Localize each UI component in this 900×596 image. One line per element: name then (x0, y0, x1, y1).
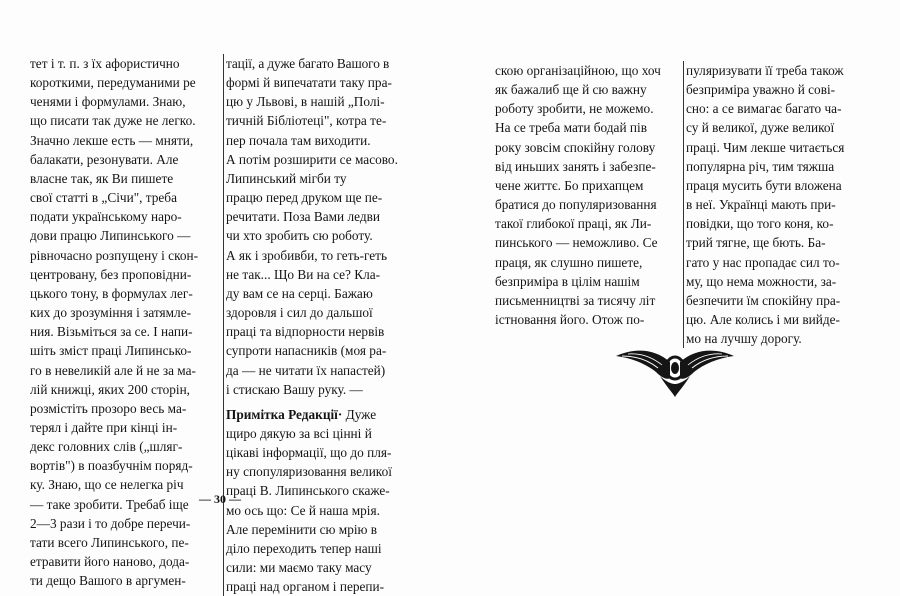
text-line: цікаві інформації, що до пля- (226, 445, 392, 461)
text-line: повідки, що того коня, ко- (686, 216, 834, 232)
text-line: чене життє. Бо прихапцем (495, 177, 644, 193)
text-line: ду вам се на серці. Бажаю (226, 285, 373, 301)
text-line: короткими, передуманими ре (30, 75, 196, 91)
text-line: го в невеликій але й не за ма- (30, 362, 196, 378)
text-line: лій книжці, яких 200 сторін, (30, 381, 191, 397)
text-line: щиро дякую за всі цінні й (226, 425, 372, 441)
text-line: су й великої, дуже великої (686, 120, 835, 136)
page-number: — 30 — (199, 492, 241, 506)
text-line: скою організаційною, що хоч (495, 63, 661, 78)
text-line: в неї. Українці мають при- (686, 197, 836, 213)
text-line: вортів") в поазбучнім поряд- (30, 458, 193, 474)
right-page-column-2 (683, 61, 868, 348)
text-line: праці В. Липинського скаже- (226, 483, 390, 499)
left-page-column-2 (223, 54, 420, 596)
text-line: терял і дайте при кінці ін- (30, 419, 178, 435)
text-line: А як і зробивби, то геть-геть (226, 247, 388, 263)
text-line: дови працю Липинського — (30, 228, 191, 244)
text-line: ченями і формулами. Знаю, (30, 94, 186, 110)
text-line: цю. Але колись і ми вийде- (686, 312, 840, 328)
right-page-column-1 (495, 61, 678, 329)
text-line: рівночасно розпущену і скон- (30, 247, 199, 263)
text-line: да — не читати їх напастей) (226, 362, 386, 378)
text-line: Але перемінити сю мрію в (226, 521, 378, 537)
text-line: етравити його наново, дода- (30, 554, 190, 570)
text-line: му, що нема можности, за- (686, 273, 837, 289)
text-line: праці над органом і перепи- (226, 579, 385, 595)
text-line: письменництві за тисячу літ (495, 292, 656, 308)
text-line: пинського — неможливо. Се (495, 235, 658, 251)
text-line: ти дещо Вашого в аргумен- (30, 573, 186, 589)
text-line: тичній Бібліотеці", котра те- (226, 113, 387, 129)
text-line: трий тягне, ще бють. Ба- (686, 235, 826, 251)
editorial-note-first-words: Дуже (342, 406, 377, 422)
text-line: власне так, як Ви пишете (30, 170, 174, 186)
text-line: тет і т. п. з їх афористично (30, 56, 180, 71)
text-line: праці та відпорности нервів (226, 324, 385, 340)
left-page-column-1 (30, 54, 218, 590)
text-line: року зовсім спокійну голову (495, 139, 656, 155)
text-line: як бажалиб ще й сю важну (495, 82, 647, 98)
text-line: центровану, без проповідни- (30, 266, 192, 282)
text-line: мо на лучшу дорогу. (686, 331, 802, 347)
text-line: сили: ми маємо таку масу (226, 560, 372, 576)
text-line: речитати. Поза Вами ледви (226, 209, 381, 225)
text-line: цю у Львові, в нашій „Полі- (226, 94, 385, 110)
text-line: діло переходить тепер наші (226, 540, 382, 556)
text-line: балакати, резонувати. Але (30, 151, 179, 167)
text-line: ку. Знаю, що се нелегка річ (30, 477, 184, 493)
text-line: праці. Чим лекше читається (686, 139, 845, 155)
winged-ring-vignette-icon (612, 338, 738, 398)
text-line: декс головних слів („шляг- (30, 439, 183, 455)
text-line: популярна річ, тим тяжша (686, 158, 835, 174)
text-line: розмістіть прозоро весь ма- (30, 400, 187, 416)
text-line: від иньших занять і забезпе- (495, 158, 656, 174)
text-line: що писати так дуже не легко. (30, 113, 196, 129)
text-line: шіть зміст праці Липинсько- (30, 343, 192, 359)
text-line: А потім розширити се масово. (226, 151, 398, 167)
right-page (450, 0, 900, 571)
editorial-note-heading: Примітка Редакції· (226, 406, 343, 422)
text-line: подати українському наро- (30, 209, 182, 225)
text-line: такої глибокої праці, як Ли- (495, 216, 652, 232)
text-line: Значно лекше есть — мняти, (30, 132, 194, 148)
editorial-note-heading-line (226, 405, 420, 424)
text-line: На се треба мати бодай пів (495, 120, 647, 136)
text-line: братися до популяризовання (495, 197, 657, 213)
text-line: гато у нас пропадає сил то- (686, 254, 840, 270)
text-line: здоровля і сил до дальшої (226, 305, 373, 321)
text-line: безприміра в цілім нашім (495, 273, 640, 289)
text-line: ния. Візьміться за се. І напи- (30, 324, 193, 340)
text-line: ну спопуляризовання великої (226, 464, 392, 480)
text-line: 2—3 рази і то добре перечи- (30, 515, 191, 531)
text-line: ких до зрозуміння і затямле- (30, 305, 192, 321)
text-line: сно: а се вимагає багато ча- (686, 101, 842, 117)
text-line: тації, а дуже багато Вашого в (226, 56, 390, 71)
text-line: безпечити їм спокійну пра- (686, 292, 841, 308)
text-line: супроти напасників (моя ра- (226, 343, 387, 359)
text-line: безприміра уважно й сові- (686, 82, 836, 98)
text-line: і стискаю Вашу руку. — (226, 381, 363, 397)
text-line: цького тону, в формулах лег- (30, 285, 193, 301)
text-line: пуляризувати її треба також (686, 63, 844, 78)
text-line: мо ось що: Се й наша мрія. (226, 502, 380, 518)
text-line: не так... Що Ви на се? Кла- (226, 266, 381, 282)
text-line: пер почала там виходити. (226, 132, 371, 148)
text-line: формі й випечатати таку пра- (226, 75, 392, 91)
text-line: праця мусить бути вложена (686, 177, 842, 193)
left-page (0, 0, 450, 595)
text-line: — таке зробити. Требаб іще (30, 496, 189, 512)
text-line: свої статті в „Січи", треба (30, 190, 177, 206)
text-line: тати всего Липинського, пе- (30, 534, 189, 550)
text-line: працю перед друком ще пе- (226, 190, 383, 206)
text-line: роботу зробити, не можемо. (495, 101, 654, 117)
text-line: чи хто зробить сю роботу. (226, 228, 373, 244)
text-line: Липинський мігби ту (226, 170, 347, 186)
text-line: праця, як слушно пишете, (495, 254, 643, 270)
text-line: істновання його. Отож по- (495, 312, 645, 328)
